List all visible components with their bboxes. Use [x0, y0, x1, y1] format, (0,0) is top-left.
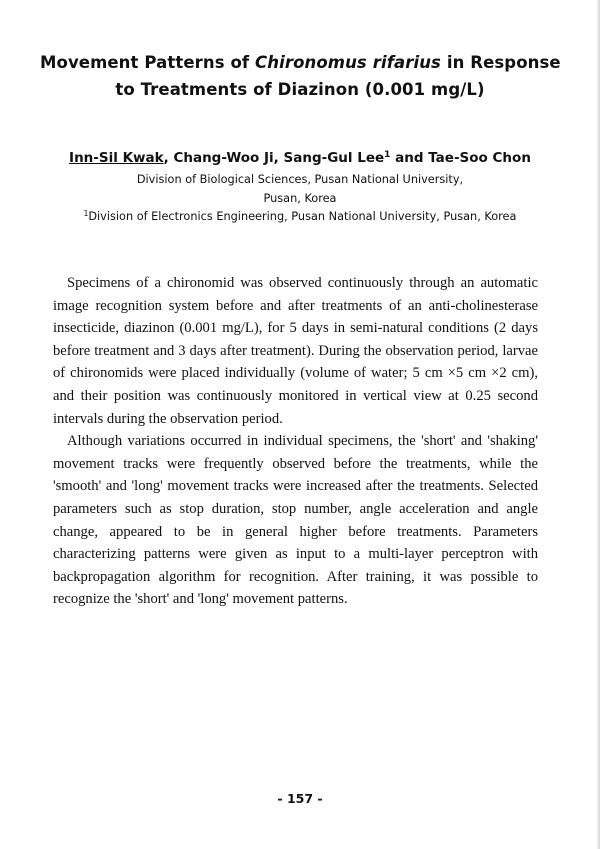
title-line-1-after: in Response	[440, 53, 561, 72]
paper-title	[40, 49, 560, 103]
page-number: - 157 -	[277, 791, 323, 806]
affiliation-line-3-text: Division of Electronics Engineering, Pusan National University, Pusan, Korea	[88, 210, 517, 223]
author-3: Sang-Gul Lee	[283, 150, 385, 166]
title-line-1	[40, 49, 560, 76]
abstract-paragraph-1: Specimens of a chironomid was observed continuously through an automatic image recognition system before and after treatments of an anti-cholinesterase insecticide, diazinon (0.001 mg/L), for 5 days in semi-natural conditions (2 days before treatment and 3 days after treatment). During the observation period, larvae of chironomids were placed individually (volume of water; 5 cm ×5 cm ×2 cm), and their position was continuously monitored in vertical view at 0.25 second intervals during the observation period.	[53, 275, 538, 427]
title-species-name: Chironomus rifarius	[255, 53, 441, 72]
author-3-affiliation-mark: 1	[384, 150, 391, 160]
author-separator: and	[390, 150, 429, 166]
author-presenter: Inn-Sil Kwak	[69, 150, 164, 166]
abstract-paragraph-2: Although variations occurred in individual specimens, the 'short' and 'shaking' movement tracks were frequently observed before the treatments, while the 'smooth' and 'long' movement tracks were increased after the treatments. Selected parameters such as stop duration, stop number, angle acceleration and angle change, appeared to be in general higher before treatments. Parameters characterizing patterns were given as input to a multi-layer perceptron with backpropagation algorithm for recognition. After training, it was possible to recognize the 'short' and 'long' movement patterns.	[53, 433, 538, 608]
author-list	[20, 148, 580, 168]
page-edge-shadow	[596, 0, 600, 849]
affiliation-line-1: Division of Biological Sciences, Pusan National University,	[136, 173, 464, 186]
affiliation-mark: 1	[83, 209, 89, 218]
title-line-2: to Treatments of Diazinon (0.001 mg/L)	[115, 80, 485, 99]
author-2: Chang-Woo Ji	[173, 150, 274, 166]
affiliation-line-3	[20, 208, 580, 226]
author-4: Tae-Soo Chon	[428, 150, 531, 166]
affiliation-line-2: Pusan, Korea	[263, 192, 337, 205]
author-separator: ,	[163, 150, 174, 166]
abstract-body	[53, 272, 538, 611]
title-line-1-before: Movement Patterns of	[40, 53, 256, 72]
author-separator: ,	[273, 150, 284, 166]
